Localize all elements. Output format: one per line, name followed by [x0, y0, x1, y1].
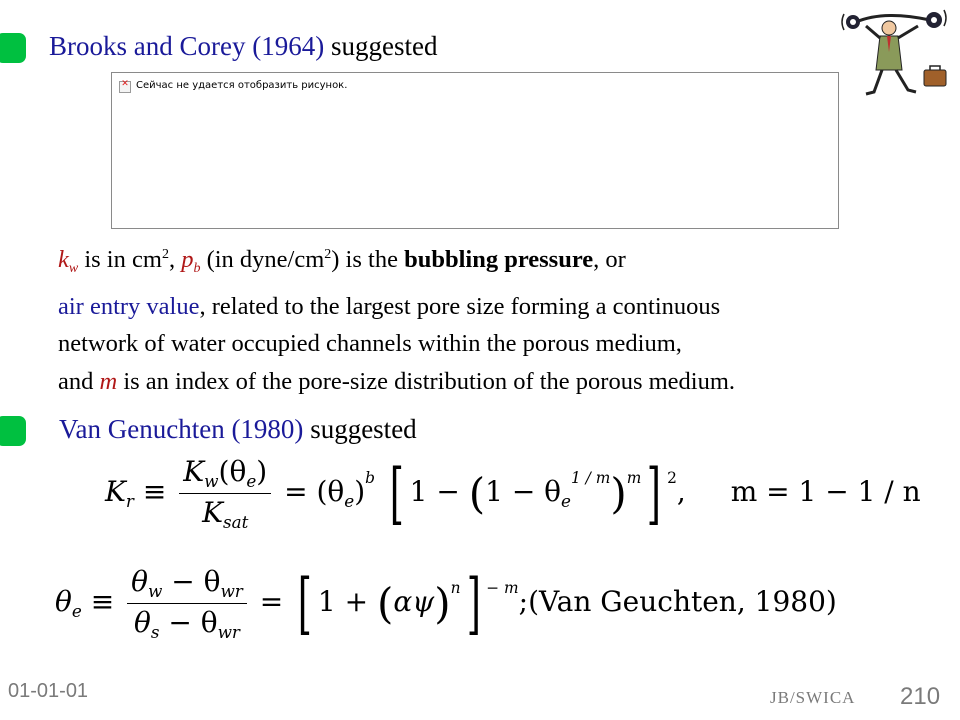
broken-image-placeholder — [111, 72, 839, 229]
theta-e-fraction: $\frac{\theta_w - \theta_{wr}}{\theta_s - \theta_{wr}}$ — [127, 565, 247, 642]
kw-symbol: k — [58, 246, 69, 273]
bullet-icon — [0, 33, 26, 63]
section-heading-brooks-corey — [49, 31, 437, 62]
heading-citation: Brooks and Corey (1964) — [49, 31, 325, 61]
air-entry-value-term: air entry value — [58, 292, 200, 320]
effective-saturation-equation: $\theta_e$ ≡ $\frac{\theta_w - \theta_{wr}}{\theta_s - \theta_{wr}}$ = [ $1 + (\alpha\psi)^n$] $^{- m}$;(Van Geuchten, 1980) — [55, 564, 837, 642]
m-n-relation: m = 1 − 1 / n — [730, 475, 921, 508]
relative-permeability-equation: $K_r$ ≡ $\frac{K_w(\theta_e)}{K_{sat}}$ = $(\theta_e)^b$ [ $1 - (1 - \theta_e^{1 / m})^m$] $^2$, m = 1 − 1 / n — [105, 454, 921, 532]
bubbling-pressure-term: bubbling pressure — [404, 246, 594, 273]
bullet-icon — [0, 416, 26, 446]
juggling-businessman-clipart — [826, 4, 954, 100]
footer-date: 01-01-01 — [8, 680, 89, 702]
broken-image-message: Сейчас не удается отобразить рисунок. — [136, 80, 348, 91]
citation-text: ;(Van Geuchten, 1980) — [518, 585, 837, 618]
broken-image-icon — [119, 81, 131, 93]
heading-suffix: suggested — [303, 414, 417, 444]
heading-suffix: suggested — [324, 31, 438, 61]
paragraph-line-4: and m is an index of the pore-size distribution of the porous medium. — [58, 367, 736, 395]
paragraph-line-3: network of water occupied channels within the porous medium, — [58, 330, 682, 357]
m-symbol: m — [99, 367, 118, 395]
paragraph-line-1: $k_w$ is in $cm^2$, $p_b$ (in dyne/$cm^2$) is the bubbling pressure, or — [58, 246, 626, 276]
kr-fraction: $\frac{K_w(\theta_e)}{K_{sat}}$ — [179, 455, 271, 532]
section-heading-van-genuchten — [59, 414, 417, 445]
pb-symbol: p — [181, 246, 194, 273]
paragraph-line-2: air entry value, related to the largest pore size forming a continuous — [58, 292, 721, 320]
explanation-paragraph — [58, 236, 735, 400]
slide-number: 210 — [900, 683, 941, 710]
heading-citation: Van Genuchten (1980) — [59, 414, 304, 444]
footer-org: JB/SWICA — [770, 688, 856, 707]
